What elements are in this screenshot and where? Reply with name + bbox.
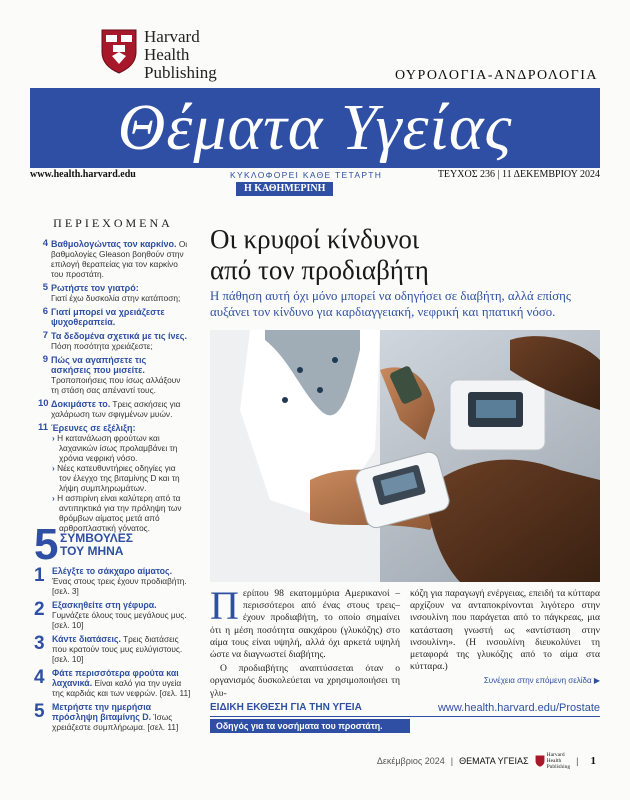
toc-item[interactable] [38,307,188,327]
publisher-line-2: Health [144,45,190,64]
footer-publisher-line: Publishing [546,764,571,770]
article-deck: Η πάθηση αυτή όχι μόνο μπορεί να οδηγήσει σε διαβήτη, αλλά επίσης αυξάνει τον κίνδυνο για καρδιαγγειακή, νεφρική και ηπατική νόσο. [210,289,571,319]
tip-item [34,634,194,664]
article-paragraph: Ο προδιαβήτης αναπτύσσεται όταν ο οργανισμός δυσκολεύεται να χρησιμοποιήσει τη γλυ- [210,663,400,699]
toc-title: Γιατί μπορεί να χρειάζεστε ψυχοθεραπεία. [51,307,165,327]
toc-title: Ρωτήστε τον γιατρό: [51,283,139,293]
footer-magazine: ΘΕΜΑΤΑ ΥΓΕΙΑΣ [459,756,529,766]
special-report-subtitle: Οδηγός για τα νοσήματα του προστάτη. [210,719,410,733]
tip-item [34,702,194,732]
toc-bullet-text: Νέες κατευθυντήριες οδηγίες για τον έλεγχο της βιταμίνης D και τη λήψη συμπληρωμάτων. [57,463,180,493]
footer-publisher-line: Harvard [546,752,565,758]
tips-number: 5 [34,520,59,569]
special-report [210,702,600,733]
tips-of-the-month [34,520,194,732]
tip-desc: Ένας στους τρεις έχουν προδιαβήτη. [σελ. 3] [52,576,187,596]
toc-desc: Πόση ποσότητα χρειάζεστε; [51,341,153,351]
headline-line-2: από τον προδιαβήτη [210,255,429,285]
tip-title: Κάντε διατάσεις. [52,634,121,644]
toc-page-number: 11 [38,422,49,433]
article-column-1 [210,583,400,700]
publisher-line-3: Publishing [144,63,217,82]
tip-desc: Ίσως χρειάζεστε συμπλήρωμα. [σελ. 11] [52,712,179,732]
toc-title: Πώς να αγαπήσετε τις ασκήσεις που μισείτε. [51,355,147,375]
article-paragraph: κόζη για παραγωγή ενέργειας, επειδή τα κύτταρα αρχίζουν να ανταποκρίνονται λιγότερο στην ινσουλίνη που παράγεται από το πάγκρεας, μια κατάσταση γνωστή ως «αντίσταση στην ινσουλίνη». (Η ινσουλίνη διευκολύνει τη μεταφορά της γλυκόζης από το αίμα στα κύτταρα.) [410,588,600,673]
footer-logo [535,752,571,770]
tip-number: 2 [34,599,45,620]
tip-number: 5 [34,701,45,722]
tips-header [34,520,194,569]
tips-title-line-2: ΤΟΥ ΜΗΝΑ [60,544,124,558]
masthead-banner [30,88,600,168]
article-headline [210,224,600,286]
tips-title-line-1: ΣΥΜΒΟΥΛΕΣ [60,531,133,545]
toc-page-number: 9 [42,354,48,365]
toc-page-number: 10 [38,398,49,409]
tip-title: Εξασκηθείτε στη γέφυρα. [52,600,157,610]
tip-number: 3 [34,633,45,654]
tip-number: 4 [34,667,45,688]
toc-title: Τα δεδομένα σχετικά με τις ίνες. [51,331,187,341]
toc-bullet [51,493,188,533]
toc-desc: Γιατί έχω δυσκολία στην κατάποση; [51,293,181,303]
masthead-title: Θέματα Υγείας [117,91,513,164]
partner-name: Η ΚΑΘΗΜΕΡΙΝΗ [236,182,333,196]
toc-item[interactable] [38,283,188,303]
tip-item [34,600,194,630]
page-footer: Δεκέμβριος 2024 | ΘΕΜΑΤΑ ΥΓΕΙΑΣ Harvard Health Publishing | 1 [376,752,596,770]
arrow-bullet-icon: › [52,463,55,473]
tip-desc: Τρεις διατάσεις που κρατούν τους μυς ευλύγιστους. [σελ. 10] [52,634,183,664]
toc-desc: Τροποποιήσεις που ίσως αλλάξουν τη στάση σας απέναντί τους. [51,375,181,395]
toc-page-number: 5 [42,282,48,293]
section-name: ΟΥΡΟΛΟΓΙΑ-ΑΝΔΡΟΛΟΓΙΑ [395,68,598,83]
toc-page-number: 7 [42,330,48,341]
footer-publisher-line: Health [546,758,562,764]
toc-item[interactable] [38,331,188,351]
toc-title: Δοκιμάστε το. [51,399,111,409]
toc-page-number: 6 [42,306,48,317]
tip-desc: Είναι καλό για την υγεία της καρδιάς και των νεφρών. [σελ. 11] [52,678,191,698]
toc-item[interactable] [38,355,188,395]
page-number: 1 [590,755,596,767]
arrow-bullet-icon: › [52,493,55,503]
tip-title: Ελέγξτε το σάκχαρο αίματος. [52,566,173,576]
continued-link[interactable]: Συνέχεια στην επόμενη σελίδα ▶ [483,676,600,685]
tip-title: Φάτε περισσότερα φρούτα και λαχανικά. [52,668,179,688]
frequency-text: ΚΥΚΛΟΦΟΡΕΙ ΚΑΘΕ ΤΕΤΑΡΤΗ [230,170,383,180]
toc-item[interactable] [38,239,188,279]
toc-page-number: 4 [42,238,48,249]
website-url[interactable]: www.health.harvard.edu [30,169,136,180]
dropcap: Π [210,583,239,628]
toc-heading: ΠΕΡΙΕΧΟΜΕΝΑ [53,216,173,230]
toc-title: Βαθμολογώντας τον καρκίνο. [51,239,177,249]
toc-item[interactable] [38,399,188,419]
toc-desc: Τρεις ασκήσεις για χαλάρωση των σφιγμένων μυών. [51,399,181,419]
publisher-line-1: Harvard [144,27,200,46]
partner-bar [30,182,600,196]
article-column-2 [410,588,600,673]
article-photo [210,330,600,582]
toc-bullet-text: Η κατανάλωση φρούτων και λαχανικών ίσως προλαμβάνει τη χρόνια νεφρική νόσο. [57,433,178,463]
tip-desc: Γυμνάζετε όλους τους μεγάλους μυς. [σελ. 10] [52,610,187,630]
tip-number: 1 [34,565,45,586]
masthead-subbar [30,168,600,182]
footer-date: Δεκέμβριος 2024 [376,756,445,766]
harvard-shield-icon [100,28,138,74]
toc-item[interactable] [38,423,188,533]
toc-desc: Οι βαθμολογίες Gleason βοηθούν στην επιλογή θεραπείας για τον καρκίνο του προστάτη. [51,239,188,279]
article-paragraph: ερίπου 98 εκατομμύρια Αμερικανοί –περισσότεροι από ένας στους τρεις– έχουν προδιαβήτη, το οποίο σημαίνει ότι η μέση ποσότητα σακχάρου (γλυκόζης) στο αίμα τους είναι υψηλή, αλλά όχι αρκετά υψηλή ώστε να διαγνωστεί διαβήτης. [210,588,400,661]
special-report-label: ΕΙΔΙΚΗ ΕΚΘΕΣΗ ΓΙΑ ΤΗΝ ΥΓΕΙΑ [210,702,362,713]
toc-bullet-text: Η ασπιρίνη είναι καλύτερη από τα αντιπηκτικά για την πρόληψη των θρόμβων αίματος μετά από αρθροπλαστική γόνατος. [57,493,182,533]
issue-info: ΤΕΥΧΟΣ 236 | 11 ΔΕΚΕΜΒΡΙΟΥ 2024 [437,169,600,180]
toc-bullet [51,463,188,493]
toc-title: Έρευνες σε εξέλιξη: [51,423,136,433]
tip-item [34,668,194,698]
harvard-logo [100,28,217,82]
tip-title: Μετρήστε την ημερήσια πρόσληψη βιταμίνης D. [52,702,152,722]
arrow-bullet-icon: › [52,433,55,443]
glucose-meter-photo [210,330,600,582]
special-report-url[interactable]: www.health.harvard.edu/Prostate [437,702,600,714]
tip-item [34,566,194,596]
headline-line-1: Οι κρυφοί κίνδυνοι [210,224,420,254]
table-of-contents [38,216,188,537]
harvard-shield-icon [535,755,545,767]
toc-bullet [51,433,188,463]
